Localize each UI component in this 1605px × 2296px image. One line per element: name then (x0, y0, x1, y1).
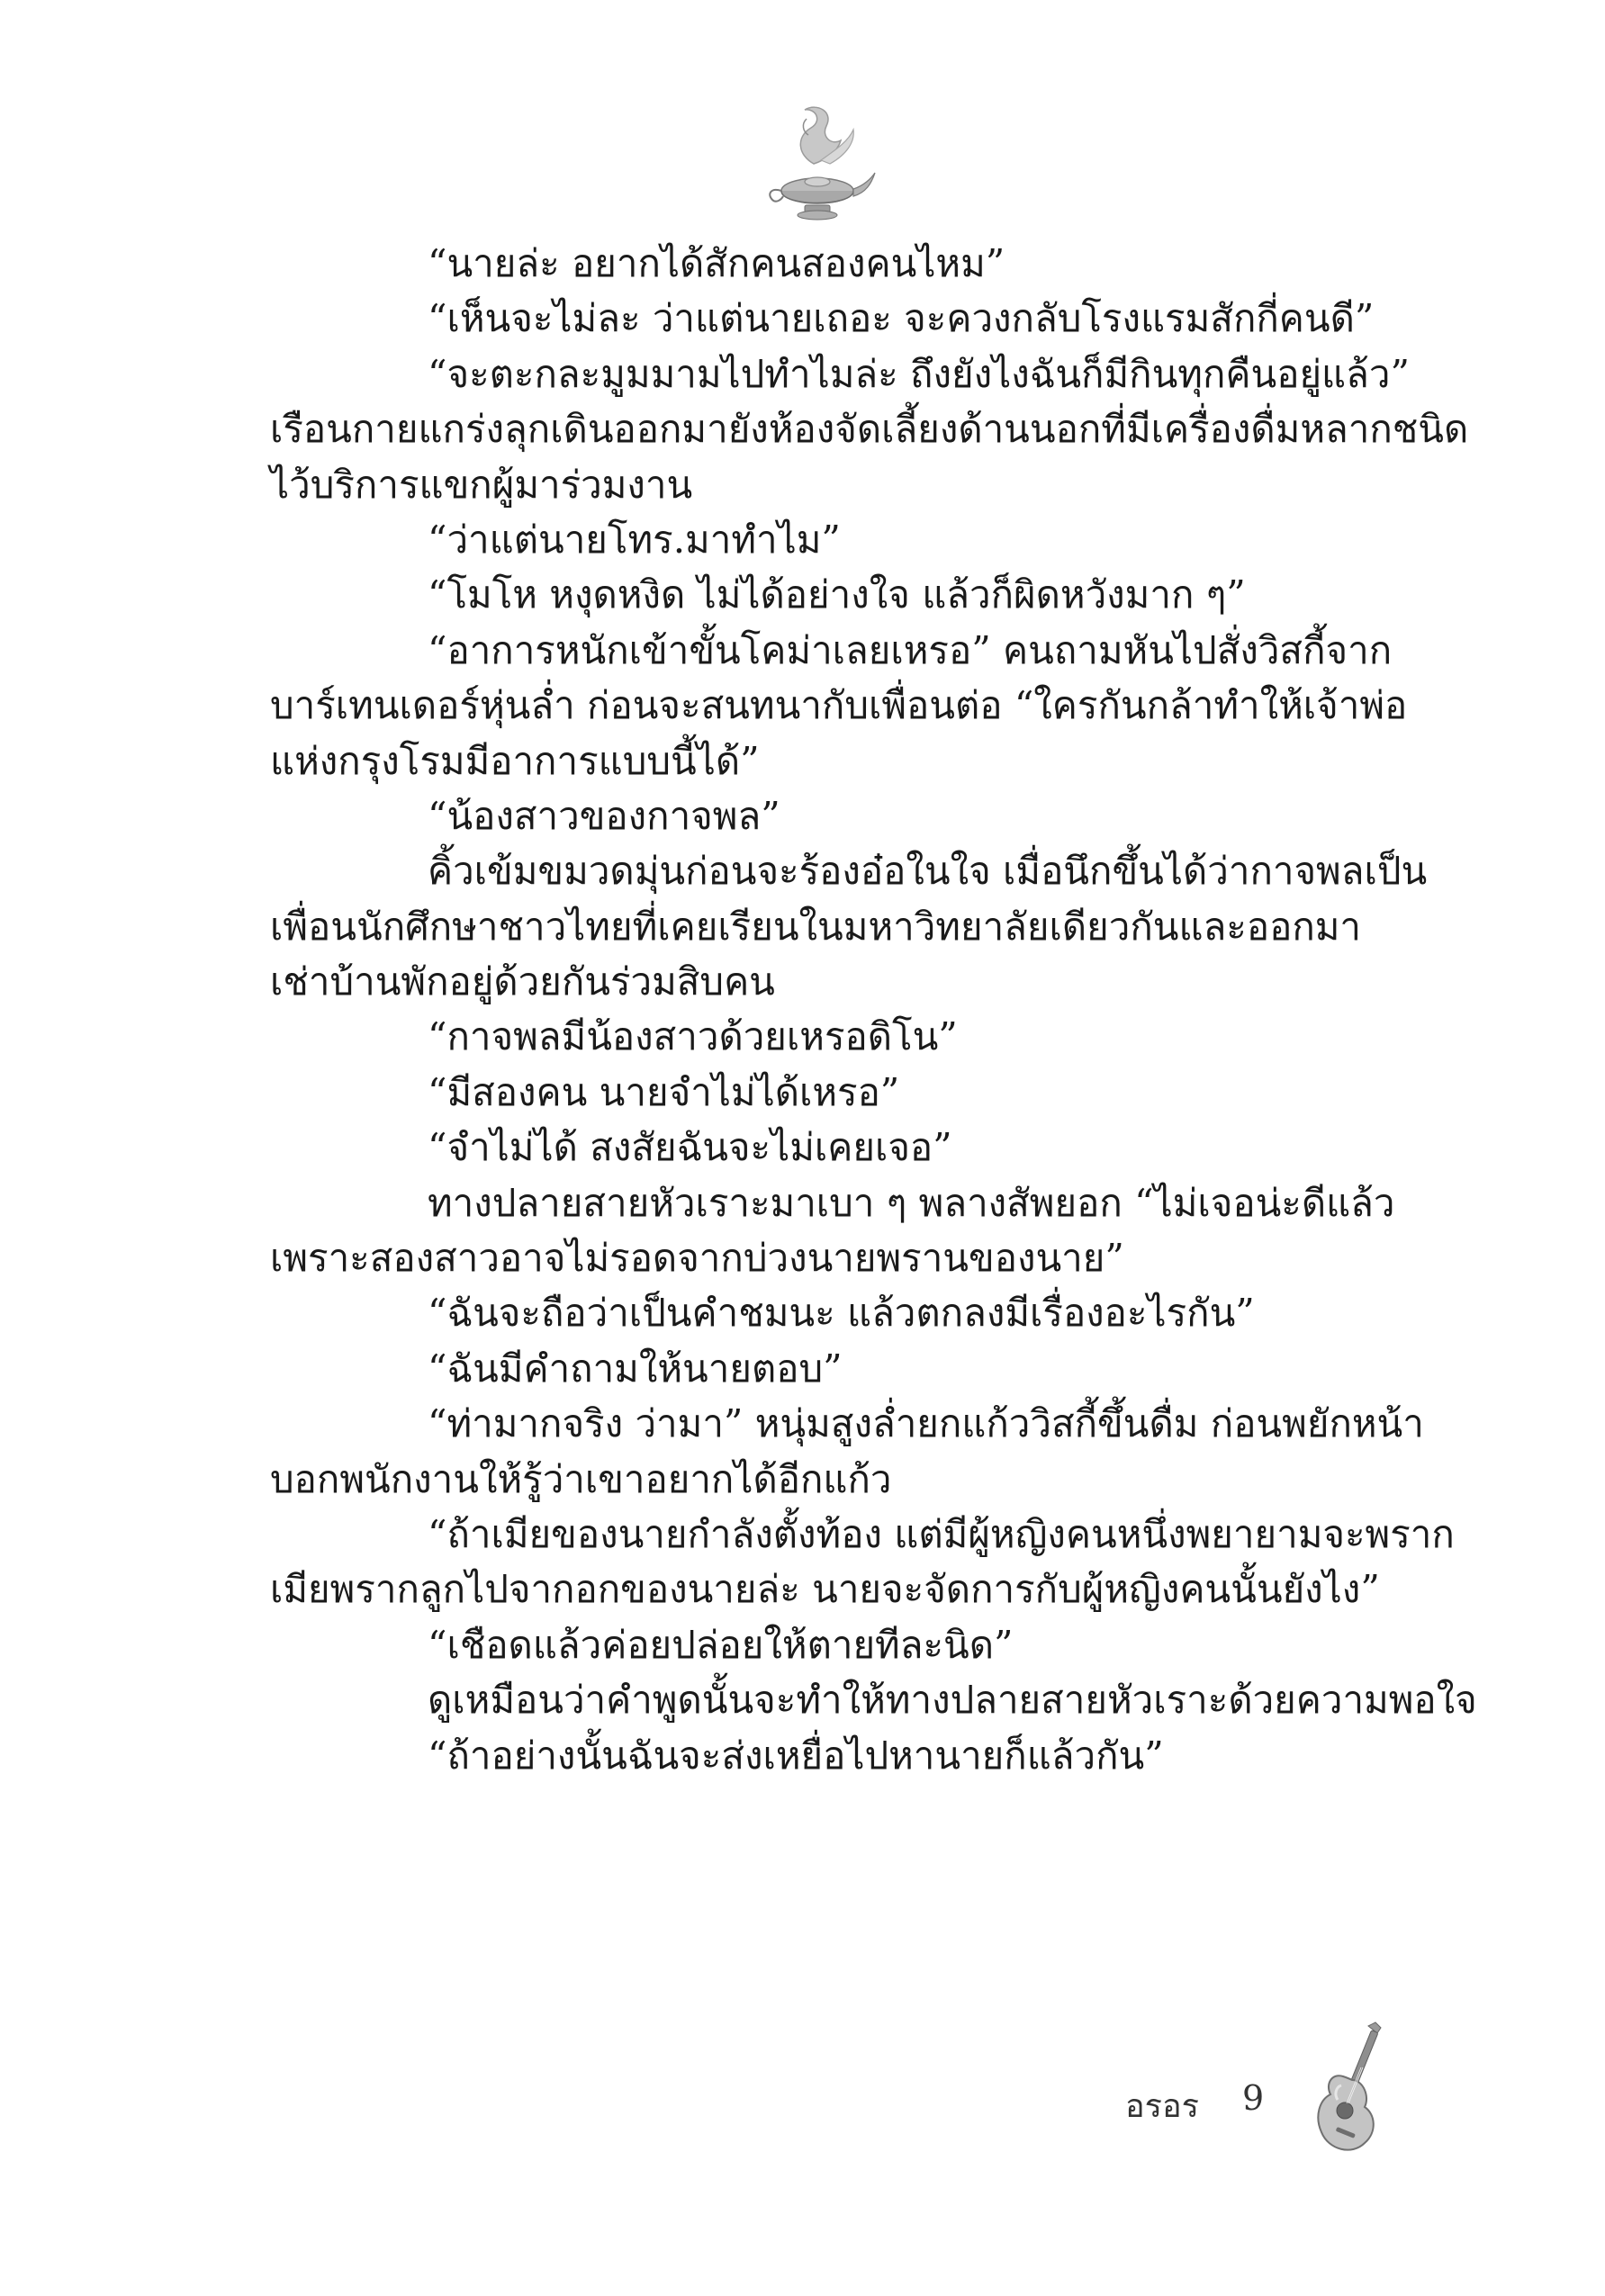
text-line: “น้องสาวของกาจพล” (428, 793, 780, 838)
magic-lamp-icon (762, 101, 879, 227)
guitar-icon (1305, 2021, 1395, 2165)
text-line: เรือนกายแกร่งลุกเดินออกมายังห้องจัดเลี้ยงด้านนอกที่มีเครื่องดื่มหลากชนิด (270, 407, 1469, 452)
text-line: “ว่าแต่นายโทร.มาทำไม” (428, 517, 841, 562)
text-line: “จำไม่ได้ สงสัยฉันจะไม่เคยเจอ” (428, 1125, 952, 1170)
text-line: “ท่ามากจริง ว่ามา” หนุ่มสูงล่ำยกแก้ววิสกี้ขึ้นดื่ม ก่อนพยักหน้า (428, 1401, 1424, 1446)
text-line: “กาจพลมีน้องสาวด้วยเหรอดิโน” (428, 1014, 958, 1059)
body-text (270, 236, 1477, 1783)
text-line: ไว้บริการแขกผู้มาร่วมงาน (270, 462, 693, 507)
text-line: เพื่อนนักศึกษาชาวไทยที่เคยเรียนในมหาวิทยาลัยเดียวกันและออกมา (270, 904, 1362, 949)
text-line: “ถ้าอย่างนั้นฉันจะส่งเหยื่อไปหานายก็แล้วกัน” (428, 1733, 1164, 1778)
text-line: “จะตะกละมูมมามไปทำไมล่ะ ถึงยังไงฉันก็มีกินทุกคืนอยู่แล้ว” (428, 351, 1410, 396)
text-line: “โมโห หงุดหงิด ไม่ได้อย่างใจ แล้วก็ผิดหวังมาก ๆ” (428, 572, 1246, 617)
text-line: “ถ้าเมียของนายกำลังตั้งท้อง แต่มีผู้หญิงคนหนึ่งพยายามจะพราก (428, 1511, 1455, 1556)
text-line: แห่งกรุงโรมมีอาการแบบนี้ได้” (270, 738, 760, 783)
running-title: อรอร (1125, 2088, 1199, 2125)
text-line: เมียพรากลูกไปจากอกของนายล่ะ นายจะจัดการกับผู้หญิงคนนั้นยังไง” (270, 1567, 1380, 1612)
text-line: “เชือดแล้วค่อยปล่อยให้ตายทีละนิด” (428, 1622, 1014, 1667)
text-line: “เห็นจะไม่ละ ว่าแต่นายเถอะ จะควงกลับโรงแรมสักกี่คนดี” (428, 296, 1375, 341)
page-number: 9 (1242, 2078, 1265, 2118)
text-line: “นายล่ะ อยากได้สักคนสองคนไหม” (428, 241, 1005, 285)
text-line: คิ้วเข้มขมวดมุ่นก่อนจะร้องอ๋อในใจ เมื่อนึกขึ้นได้ว่ากาจพลเป็น (428, 849, 1428, 894)
text-line: เพราะสองสาวอาจไม่รอดจากบ่วงนายพรานของนาย” (270, 1236, 1124, 1281)
text-line: “อาการหนักเข้าขั้นโคม่าเลยเหรอ” คนถามหันไปสั่งวิสกี้จาก (428, 627, 1393, 672)
text-line: “มีสองคน นายจำไม่ได้เหรอ” (428, 1069, 900, 1114)
text-line: ดูเหมือนว่าคำพูดนั้นจะทำให้ทางปลายสายหัวเราะด้วยความพอใจ (428, 1678, 1477, 1723)
text-line: ทางปลายสายหัวเราะมาเบา ๆ พลางสัพยอก “ไม่เจอน่ะดีแล้ว (428, 1180, 1395, 1225)
text-line: เช่าบ้านพักอยู่ด้วยกันร่วมสิบคน (270, 959, 775, 1004)
text-line: “ฉันมีคำถามให้นายตอบ” (428, 1346, 843, 1391)
text-line: บาร์เทนเดอร์หุ่นล่ำ ก่อนจะสนทนากับเพื่อนต่อ “ใครกันกล้าทำให้เจ้าพ่อ (270, 683, 1408, 728)
text-line: บอกพนักงานให้รู้ว่าเขาอยากได้อีกแก้ว (270, 1456, 892, 1501)
text-line: “ฉันจะถือว่าเป็นคำชมนะ แล้วตกลงมีเรื่องอะไรกัน” (428, 1291, 1255, 1336)
